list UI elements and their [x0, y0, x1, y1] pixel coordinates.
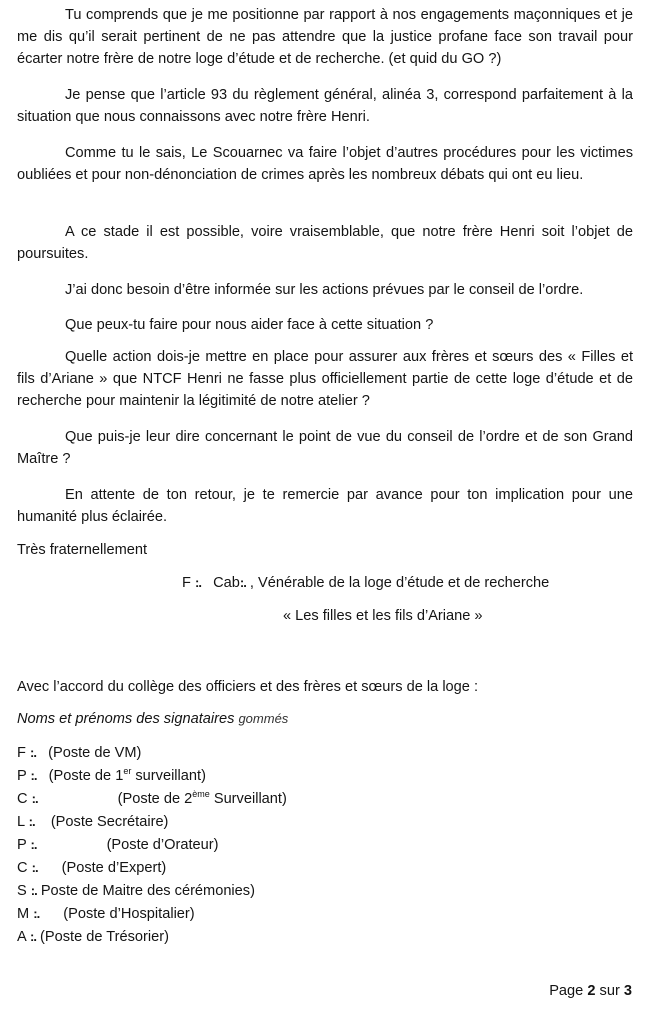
signature-name: Cab — [213, 575, 240, 591]
paragraph-procedures: Comme tu le sais, Le Scouarnec va faire l’objet d’autres procédures pour les victimes oubliées et pour non-dénonciation de crimes après les nombreux débats qui ont eu lieu. — [17, 145, 633, 183]
signature-line — [182, 573, 549, 593]
signatory-post-sup: ème — [192, 789, 210, 800]
signatory-initial: S — [17, 883, 27, 899]
signatory-post-pre: (Poste de 1 — [48, 768, 124, 784]
signatory-post-post: surveillant) — [131, 768, 206, 784]
signature-dots: :. — [194, 575, 201, 590]
signatory-dots: :. — [30, 768, 37, 783]
paragraph-poursuites: A ce stade il est possible, voire vraisemblable, que notre frère Henri soit l’objet de poursuites. — [17, 224, 633, 262]
signatories-heading-text: Noms et prénoms des signataires — [17, 711, 235, 727]
signatory-row — [17, 927, 169, 947]
signatory-dots: :. — [31, 791, 38, 806]
page-total: 3 — [623, 983, 632, 999]
closing-text: Très fraternellement — [17, 542, 148, 558]
signatory-row — [17, 789, 287, 809]
paragraph-conseil: Que puis-je leur dire concernant le point de vue du conseil de l’ordre et de son Grand Maître ? — [17, 429, 633, 467]
page-of-word: sur — [599, 983, 620, 999]
signature-name-dots: :. — [239, 575, 246, 590]
signatory-post: (Poste de Trésorier) — [40, 929, 169, 945]
signatories-heading — [17, 709, 288, 729]
signatory-post: (Poste de VM) — [48, 745, 142, 761]
erased-note: gommés — [238, 711, 289, 726]
paragraph-action: Quelle action dois-je mettre en place pour assurer aux frères et sœurs des « Filles et fils d’Ariane » que NTCF Henri ne fasse plus officiellement partie de cette loge d’étude et de recherche pour maintenir la légitimité de notre atelier ? — [17, 349, 633, 409]
signatory-dots: :. — [28, 814, 35, 829]
signatory-post: (Poste d’Hospitalier) — [63, 906, 195, 922]
signatory-post-sup: er — [123, 766, 132, 777]
signatory-dots: :. — [30, 929, 36, 944]
paragraph-informee: J’ai donc besoin d’être informée sur les actions prévues par le conseil de l’ordre. — [65, 282, 584, 298]
lodge-name: « Les filles et les fils d’Ariane » — [283, 608, 483, 624]
signatory-initial: P — [17, 768, 27, 784]
signatory-row — [17, 743, 141, 763]
signatory-post: (Poste d’Expert) — [61, 860, 167, 876]
signatory-post-pre: (Poste de 2 — [117, 791, 193, 807]
signatory-dots: :. — [33, 906, 40, 921]
signatory-row — [17, 766, 206, 786]
signatory-initial: M — [17, 906, 30, 922]
page-number — [549, 983, 632, 999]
signatory-row — [17, 904, 195, 924]
signatory-initial: C — [17, 860, 28, 876]
paragraph-aider: Que peux-tu faire pour nous aider face à cette situation ? — [65, 317, 434, 333]
signatory-dots: :. — [30, 837, 37, 852]
page-word: Page — [549, 983, 584, 999]
signatory-dots: :. — [30, 883, 37, 898]
signatory-initial: A — [17, 929, 26, 945]
signature-title: , Vénérable de la loge d’étude et de recherche — [249, 575, 550, 591]
signatory-initial: L — [17, 814, 25, 830]
signatory-initial: F — [17, 745, 26, 761]
accord-text: Avec l’accord du collège des officiers et des frères et sœurs de la loge : — [17, 679, 479, 695]
signatory-post: (Poste Secrétaire) — [50, 814, 169, 830]
signatory-row — [17, 858, 166, 878]
signatory-initial: C — [17, 791, 28, 807]
signature-initial: F — [182, 575, 191, 591]
signatory-row — [17, 835, 219, 855]
signatory-post-post: Surveillant) — [209, 791, 287, 807]
paragraph-engagements: Tu comprends que je me positionne par rapport à nos engagements maçonniques et je me dis qu’il serait pertinent de ne pas attendre que la justice profane face son travail pour écarter notre frère de notre loge d’étude et de recherche. (et quid du GO ?) — [17, 7, 633, 67]
signatory-dots: :. — [29, 745, 36, 760]
signatory-post: (Poste d’Orateur) — [106, 837, 219, 853]
signatory-initial: P — [17, 837, 27, 853]
paragraph-attente: En attente de ton retour, je te remercie par avance pour ton implication pour une humanité plus éclairée. — [17, 487, 633, 525]
paragraph-article-93: Je pense que l’article 93 du règlement général, alinéa 3, correspond parfaitement à la situation que nous connaissons avec notre frère Henri. — [17, 87, 633, 125]
signatory-post: Poste de Maitre des cérémonies) — [40, 883, 255, 899]
signatory-row — [17, 812, 168, 832]
signatory-dots: :. — [31, 860, 38, 875]
page-current: 2 — [587, 983, 596, 999]
signatory-row — [17, 881, 255, 901]
